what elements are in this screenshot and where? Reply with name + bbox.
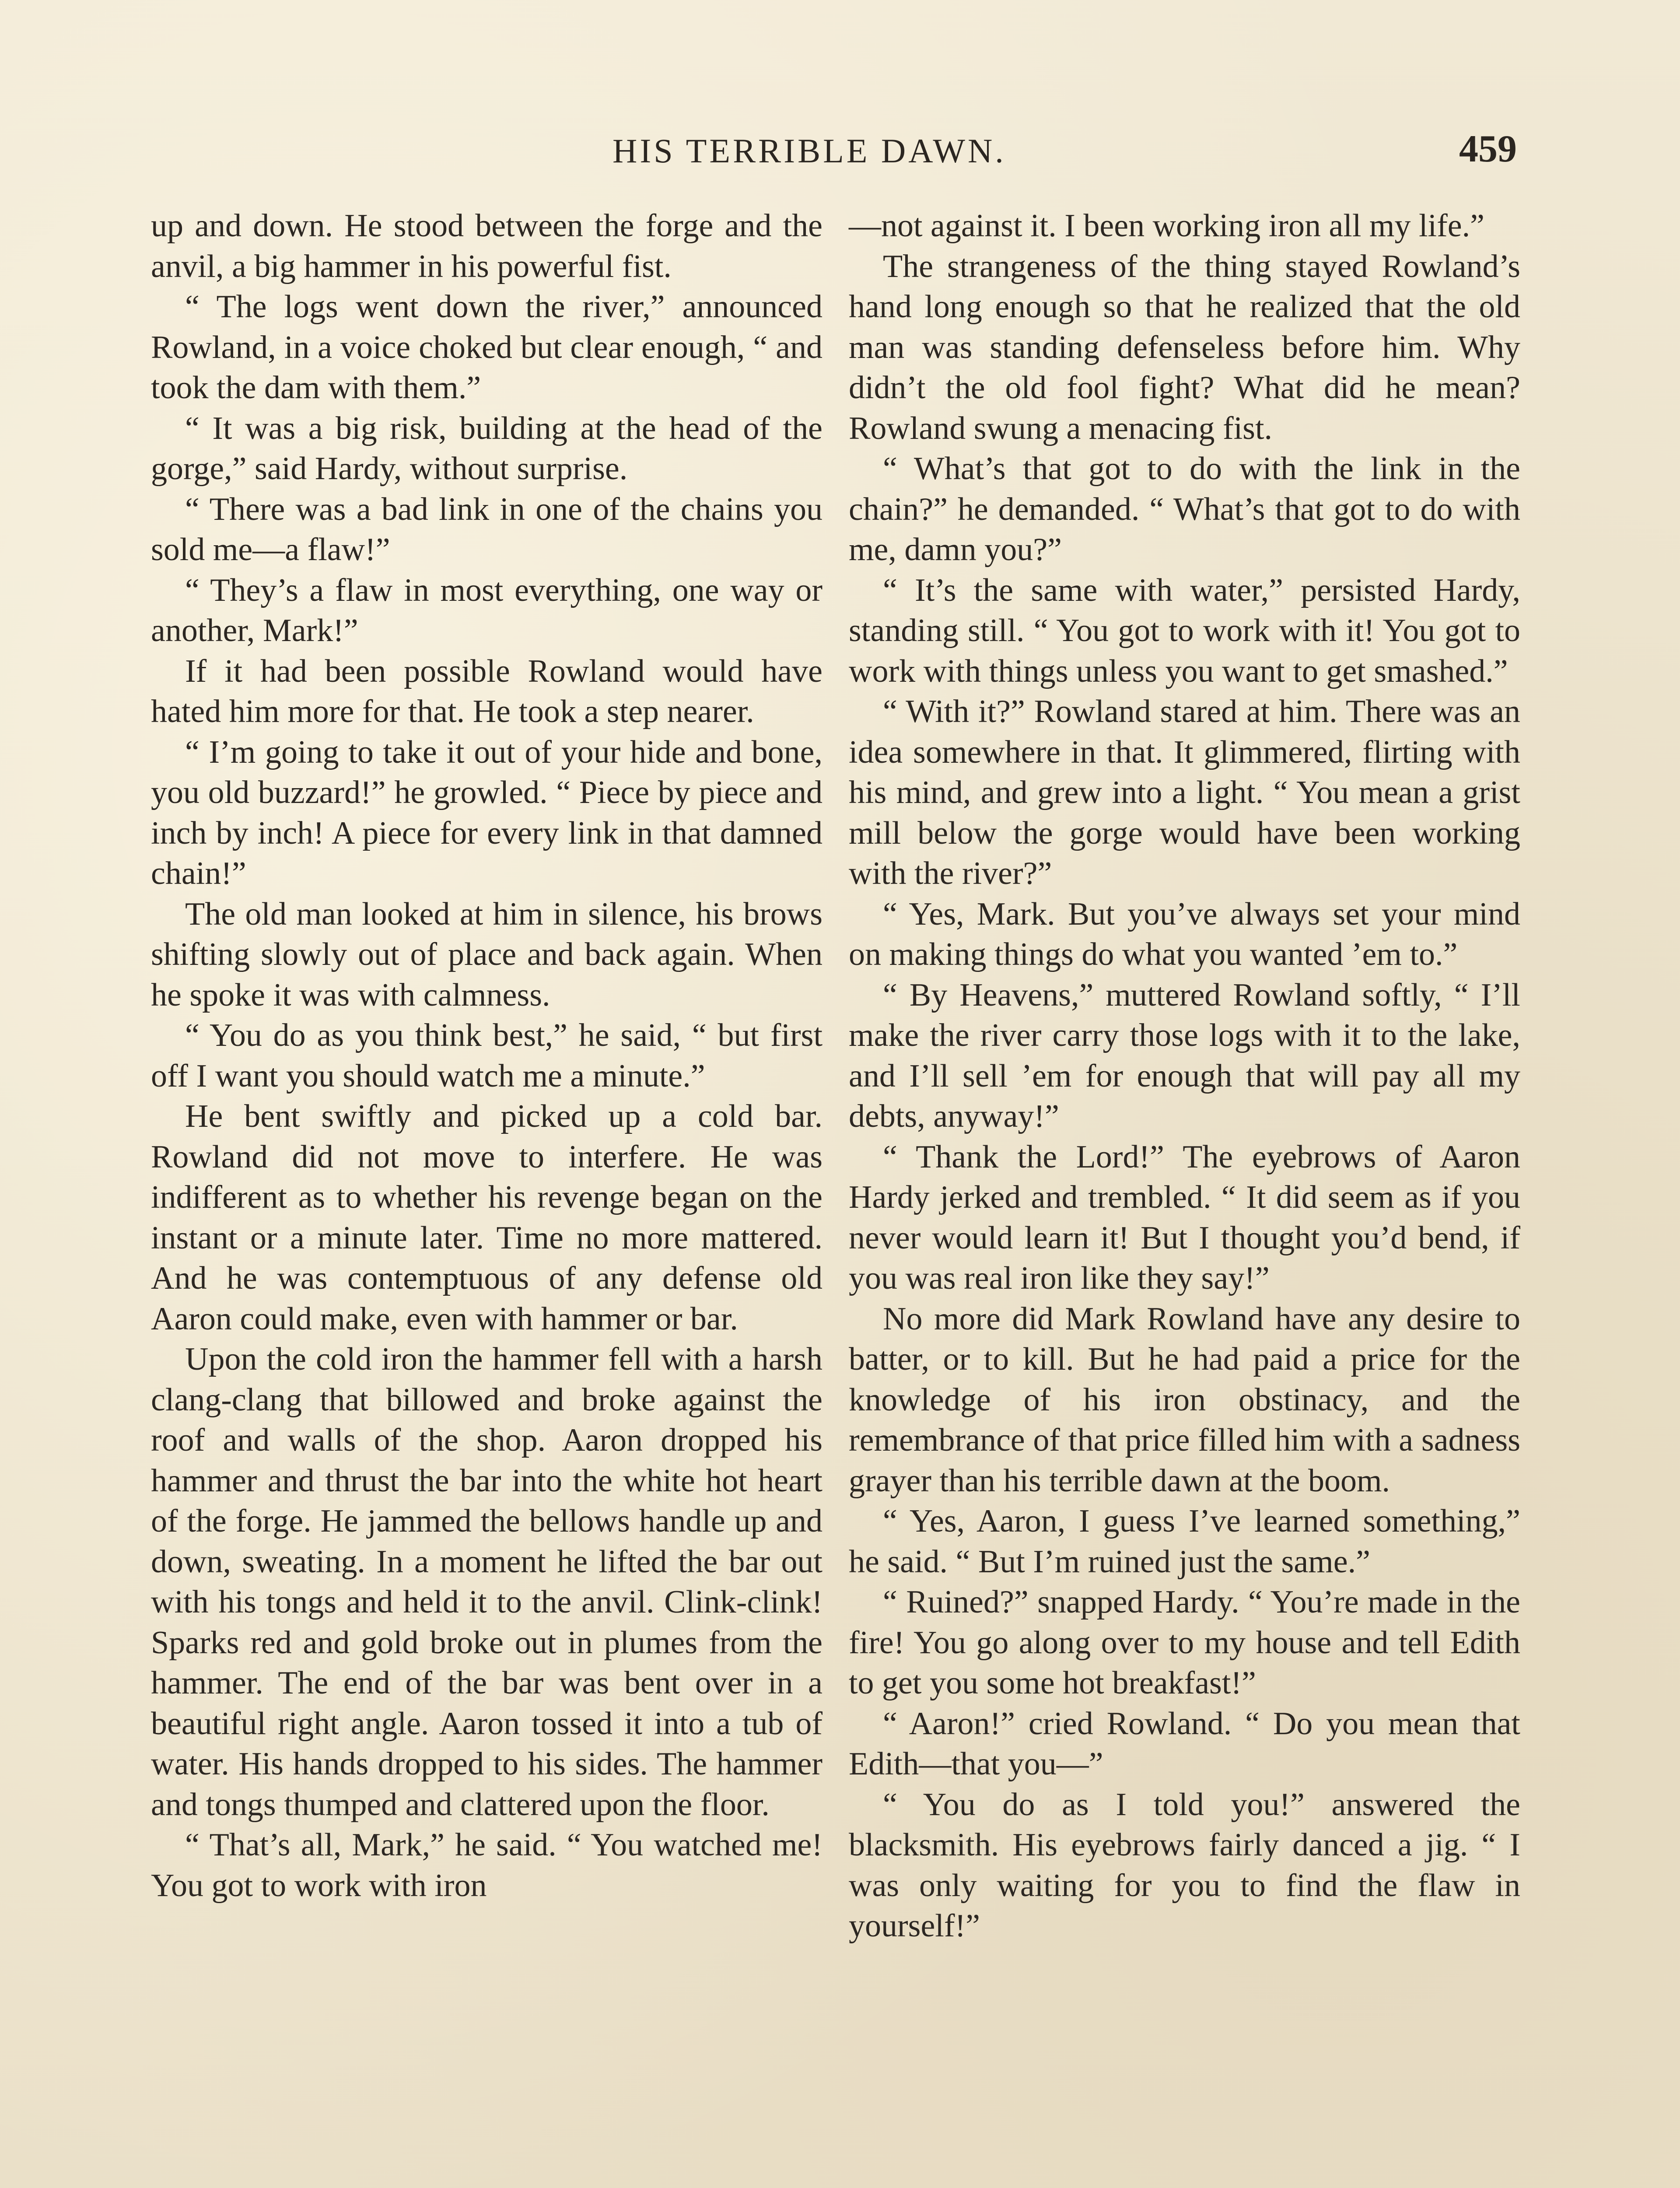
paragraph: The old man looked at him in silence, his brows shifting slowly out of place and back again. When he spoke it was with calmness.	[151, 896, 822, 1013]
paragraph: “ Aaron!” cried Rowland. “ Do you mean that Edith—that you—”	[849, 1705, 1520, 1782]
running-head: HIS TERRIBLE DAWN.	[612, 132, 1006, 170]
paragraph: “ They’s a flaw in most everything, one way or another, Mark!”	[151, 572, 822, 649]
paragraph: up and down. He stood between the forge and the anvil, a big hammer in his powerful fist.	[151, 208, 822, 284]
paragraph: “ Thank the Lord!” The eyebrows of Aaron Hardy jerked and trembled. “ It did seem as if you never would learn it! But I thought you’d bend, if you was real iron like they say!”	[849, 1139, 1520, 1296]
paragraph: “ By Heavens,” muttered Rowland softly, “ I’ll make the river carry those logs with it to the lake, and I’ll sell ’em for enough that will pay all my debts, anyway!”	[849, 977, 1520, 1134]
paragraph: “ It’s the same with water,” persisted Hardy, standing still. “ You got to work with it! You got to work with things unless you want to get smashed.”	[849, 572, 1520, 689]
paragraph: “ Yes, Mark. But you’ve always set your mind on making things do what you wanted ’em to.”	[849, 896, 1520, 972]
paragraph: Upon the cold iron the hammer fell with a harsh clang-clang that billowed and broke against the roof and walls of the shop. Aaron dropped his hammer and thrust the bar into the white hot heart of the forge. He jammed the bellows handle up and down, sweating. In a moment he lifted the bar out with his tongs and held it to the anvil. Clink-clink! Sparks red and gold broke out in plumes from the hammer. The end of the bar was bent over in a beautiful right angle. Aaron tossed it into a tub of water. His hands dropped to his sides. The hammer and tongs thumped and clattered upon the floor.	[151, 1341, 822, 1823]
paragraph: He bent swiftly and picked up a cold bar. Rowland did not move to interfere. He was indifferent as to whether his revenge began on the instant or a minute later. Time no more mattered. And he was contemptuous of any defense old Aaron could make, even with hammer or bar.	[151, 1098, 822, 1337]
paragraph: “ You do as I told you!” answered the blacksmith. His eyebrows fairly danced a jig. “ I was only waiting for you to find the flaw in yourself!”	[849, 1786, 1520, 1944]
paragraph: “ It was a big risk, building at the head of the gorge,” said Hardy, without surprise.	[151, 410, 822, 487]
paragraph: If it had been possible Rowland would have hated him more for that. He took a step nearer.	[151, 653, 822, 729]
paragraph: “ I’m going to take it out of your hide and bone, you old buzzard!” he growled. “ Piece by piece and inch by inch! A piece for every link in that damned chain!”	[151, 734, 822, 891]
paragraph: No more did Mark Rowland have any desire to batter, or to kill. But he had paid a price for the knowledge of his iron obstinacy, and the remembrance of that price filled him with a sadness grayer than his terrible dawn at the boom.	[849, 1301, 1520, 1499]
right-column	[849, 206, 1520, 1946]
paragraph: “ Ruined?” snapped Hardy. “ You’re made in the fire! You go along over to my house and tell Edith to get you some hot breakfast!”	[849, 1584, 1520, 1701]
paragraph: The strangeness of the thing stayed Rowland’s hand long enough so that he realized that the old man was standing defenseless before him. Why didn’t the old fool fight? What did he mean? Rowland swung a menacing fist.	[849, 248, 1520, 446]
paragraph: “ Yes, Aaron, I guess I’ve learned something,” he said. “ But I’m ruined just the same.”	[849, 1503, 1520, 1580]
paragraph: “ The logs went down the river,” announced Rowland, in a voice choked but clear enough, “ and took the dam with them.”	[151, 289, 822, 406]
paragraph: “ What’s that got to do with the link in the chain?” he demanded. “ What’s that got to do with me, damn you?”	[849, 451, 1520, 568]
paragraph: “ You do as you think best,” he said, “ but first off I want you should watch me a minute.”	[151, 1017, 822, 1094]
paragraph: “ With it?” Rowland stared at him. There was an idea somewhere in that. It glimmered, flirting with his mind, and grew into a light. “ You mean a grist mill below the gorge would have been working with the river?”	[849, 694, 1520, 891]
paragraph: “ There was a bad link in one of the chains you sold me—a flaw!”	[151, 491, 822, 568]
paragraph: “ That’s all, Mark,” he said. “ You watched me! You got to work with iron	[151, 1827, 822, 1904]
paragraph: —not against it. I been working iron all my life.”	[849, 208, 1484, 244]
page-number: 459	[1459, 128, 1517, 170]
left-column	[151, 206, 822, 1906]
